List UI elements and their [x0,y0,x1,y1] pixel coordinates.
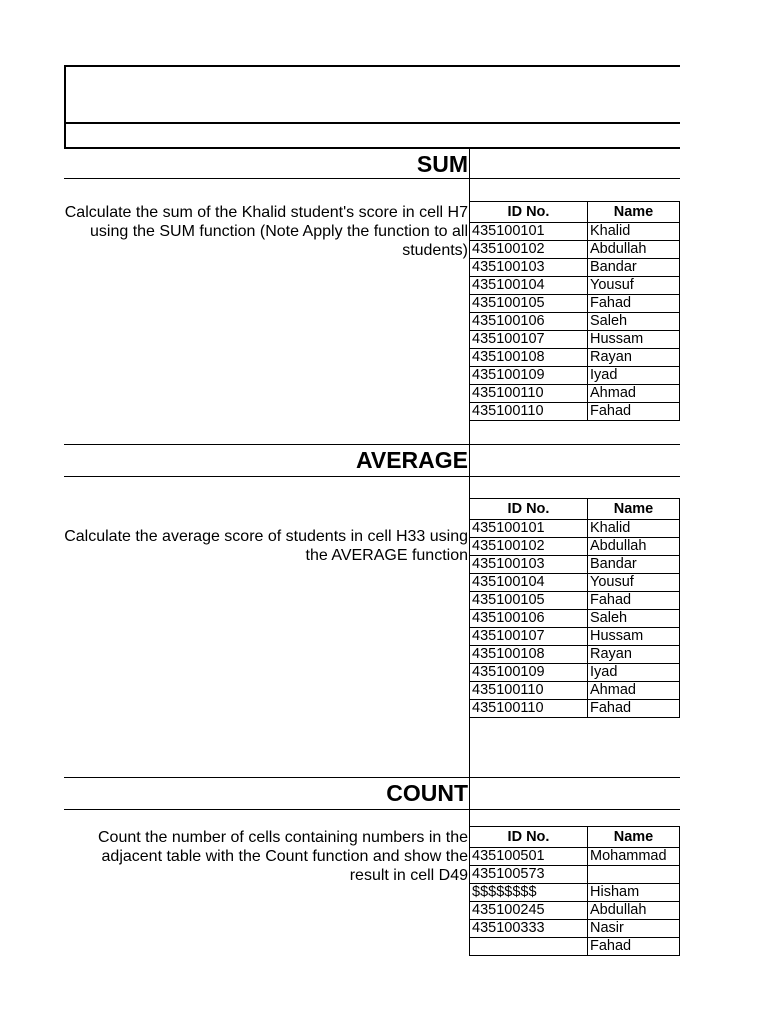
name-cell[interactable]: Fahad [588,700,680,718]
name-cell[interactable]: Bandar [588,556,680,574]
average-description: Calculate the average score of students in cell H33 using the AVERAGE function [64,528,468,564]
name-cell[interactable]: Saleh [588,610,680,628]
id-cell[interactable]: 435100106 [470,610,588,628]
table-row [470,902,680,920]
id-cell[interactable]: 435100108 [470,349,588,367]
id-cell[interactable]: 435100110 [470,700,588,718]
id-cell[interactable]: 435100101 [470,223,588,241]
id-cell[interactable]: 435100110 [470,682,588,700]
name-cell[interactable]: Mohammad [588,848,680,866]
name-cell[interactable]: Yousuf [588,277,680,295]
table-row [470,664,680,682]
id-cell[interactable]: 435100573 [470,866,588,884]
name-cell[interactable]: Rayan [588,646,680,664]
table-row [470,682,680,700]
id-cell[interactable]: 435100107 [470,628,588,646]
count-rule-top [64,777,680,778]
count-heading: COUNT [386,780,468,806]
sum-heading: SUM [416,151,468,177]
id-cell[interactable]: 435100103 [470,556,588,574]
table-row [470,938,680,956]
id-cell[interactable]: 435100104 [470,277,588,295]
table-row [470,556,680,574]
id-cell[interactable]: 435100110 [470,385,588,403]
name-header[interactable]: Name [588,202,680,223]
name-cell[interactable]: Nasir [588,920,680,938]
table-header-row [470,499,680,520]
id-cell[interactable]: 435100501 [470,848,588,866]
table-row [470,259,680,277]
id-cell[interactable]: 435100110 [470,403,588,421]
id-header[interactable]: ID No. [470,202,588,223]
table-row [470,277,680,295]
id-cell[interactable]: 435100105 [470,592,588,610]
average-heading: AVERAGE [355,447,468,473]
average-rule [64,476,680,477]
id-cell[interactable]: 435100104 [470,574,588,592]
id-cell[interactable]: 435100333 [470,920,588,938]
table-row [470,520,680,538]
table-row [470,538,680,556]
id-cell[interactable]: 435100102 [470,538,588,556]
id-cell[interactable]: $$$$$$$$ [470,884,588,902]
id-header[interactable]: ID No. [470,827,588,848]
name-cell[interactable]: Abdullah [588,241,680,259]
table-row [470,349,680,367]
id-cell[interactable]: 435100245 [470,902,588,920]
id-cell[interactable]: 435100108 [470,646,588,664]
table-row [470,241,680,259]
table-row [470,295,680,313]
name-cell[interactable]: Fahad [588,938,680,956]
sum-rule [64,178,680,179]
count-table [469,826,680,956]
id-cell[interactable]: 435100109 [470,664,588,682]
name-cell[interactable]: Saleh [588,313,680,331]
name-cell[interactable]: Bandar [588,259,680,277]
average-rule-top [64,444,680,445]
name-cell[interactable]: Yousuf [588,574,680,592]
id-cell[interactable]: 435100107 [470,331,588,349]
table-row [470,920,680,938]
name-header[interactable]: Name [588,499,680,520]
name-header[interactable]: Name [588,827,680,848]
name-cell[interactable]: Fahad [588,403,680,421]
table-row [470,574,680,592]
id-cell[interactable]: 435100102 [470,241,588,259]
table-row [470,866,680,884]
id-cell[interactable]: 435100105 [470,295,588,313]
name-cell[interactable]: Abdullah [588,902,680,920]
name-cell[interactable]: Khalid [588,223,680,241]
name-cell[interactable]: Hussam [588,628,680,646]
table-header-row [470,827,680,848]
table-row [470,628,680,646]
sum-table [469,201,680,421]
table-header-row [470,202,680,223]
table-row [470,313,680,331]
name-cell[interactable]: Khalid [588,520,680,538]
name-cell[interactable]: Fahad [588,295,680,313]
name-cell[interactable]: Hisham [588,884,680,902]
average-table [469,498,680,718]
name-cell[interactable]: Iyad [588,367,680,385]
table-row [470,403,680,421]
id-header[interactable]: ID No. [470,499,588,520]
title-divider [66,122,680,124]
table-row [470,610,680,628]
table-row [470,223,680,241]
name-cell[interactable]: Rayan [588,349,680,367]
table-row [470,367,680,385]
table-row [470,700,680,718]
table-row [470,884,680,902]
table-row [470,646,680,664]
table-row [470,331,680,349]
name-cell[interactable]: Abdullah [588,538,680,556]
name-cell[interactable]: Hussam [588,331,680,349]
id-cell[interactable] [470,938,588,956]
sum-description: Calculate the sum of the Khalid student's score in cell H7 using the SUM function (Note Apply the function to all students) [64,204,468,259]
name-cell[interactable]: Ahmad [588,385,680,403]
title-box [64,65,680,149]
id-cell[interactable]: 435100103 [470,259,588,277]
name-cell[interactable] [588,866,680,884]
name-cell[interactable]: Iyad [588,664,680,682]
table-row [470,385,680,403]
name-cell[interactable]: Ahmad [588,682,680,700]
count-description: Count the number of cells containing numbers in the adjacent table with the Count function and show the result in cell D49 [98,829,468,884]
table-row [470,592,680,610]
id-cell[interactable]: 435100109 [470,367,588,385]
id-cell[interactable]: 435100101 [470,520,588,538]
count-rule [64,809,680,810]
table-row [470,848,680,866]
id-cell[interactable]: 435100106 [470,313,588,331]
name-cell[interactable]: Fahad [588,592,680,610]
